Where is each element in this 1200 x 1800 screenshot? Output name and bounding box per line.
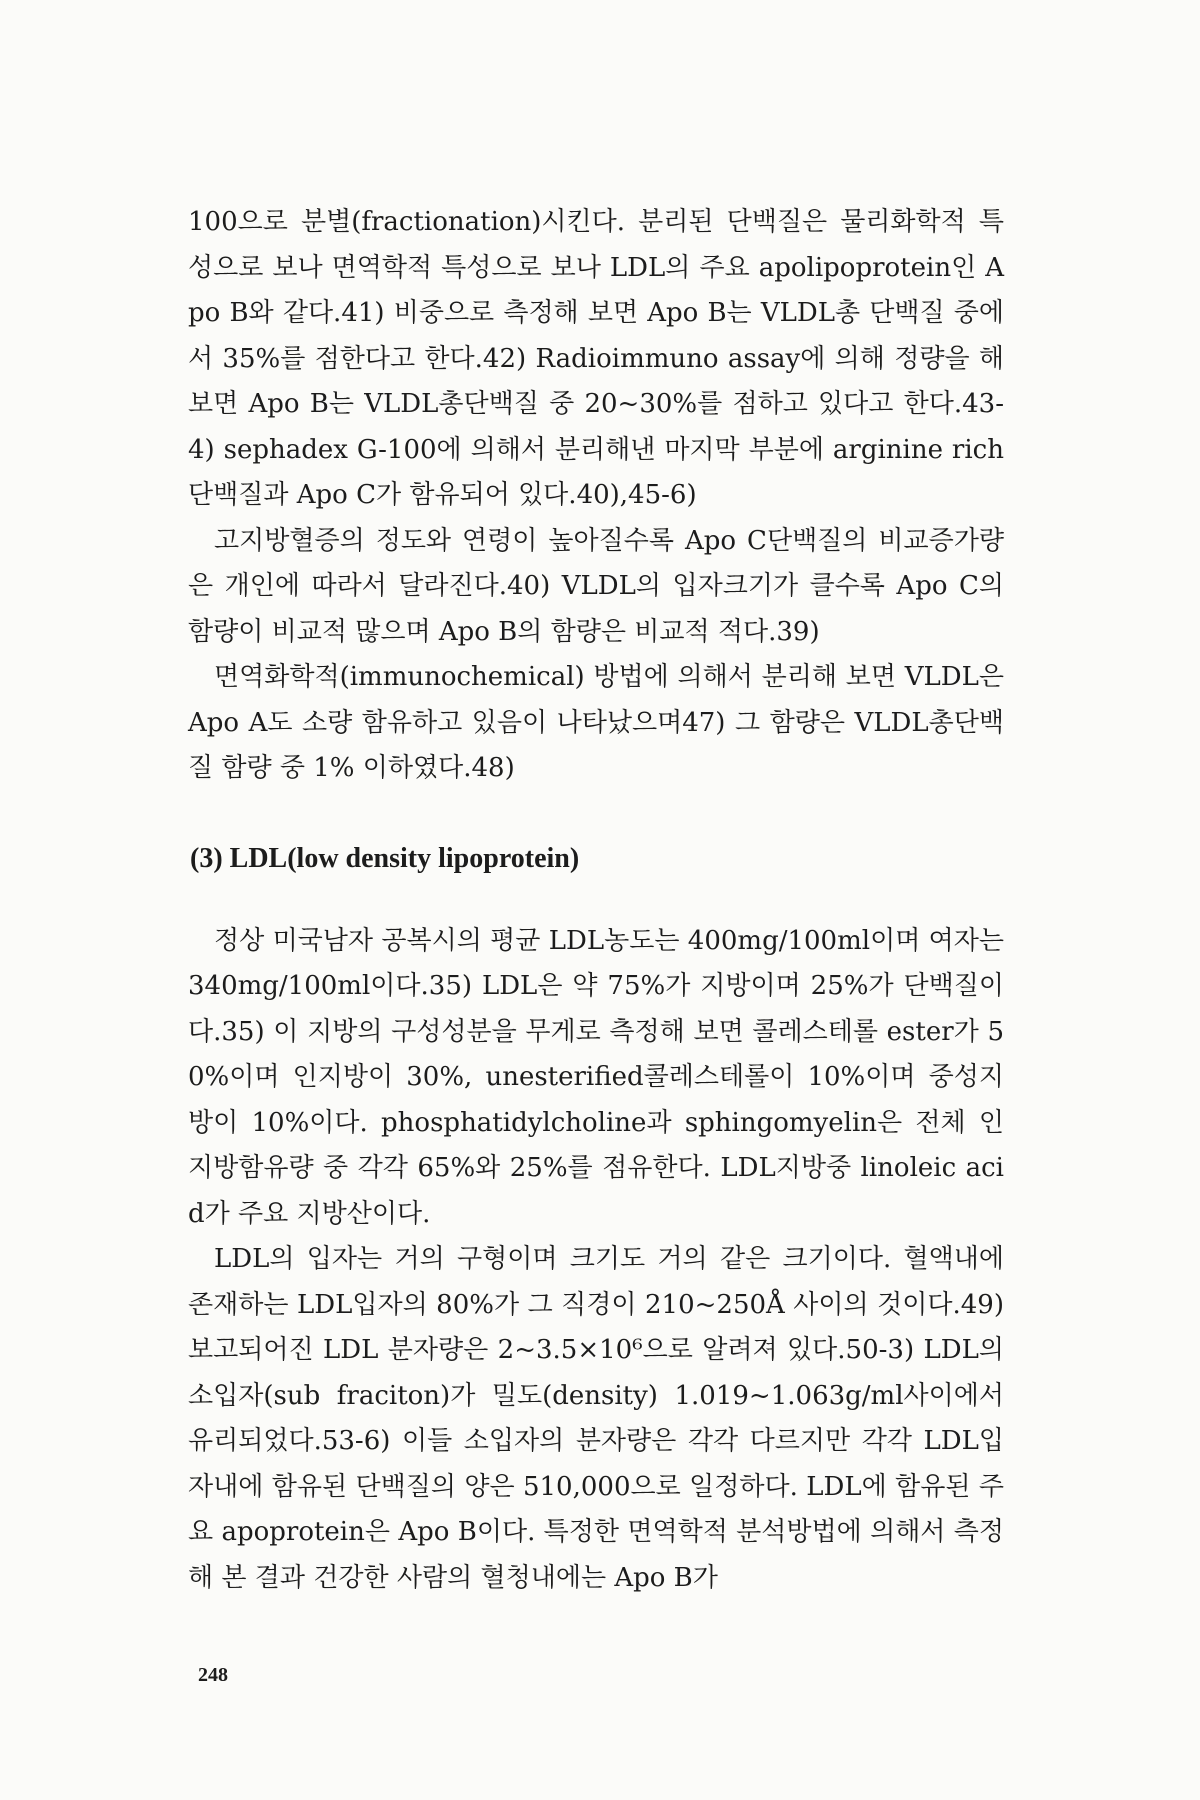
paragraph-immunochemical: 면역화학적(immunochemical) 방법에 의해서 분리해 보면 VLDL은 Apo A도 소량 함유하고 있음이 나타났으며47) 그 함량은 VLDL총단백질 함량 중 1% 이하였다.48): [188, 662, 1004, 783]
paragraph-ldl-particles: LDL의 입자는 거의 구형이며 크기도 거의 같은 크기이다. 혈액내에 존재하는 LDL입자의 80%가 그 직경이 210~250Å 사이의 것이다.49) 보고되어진 LDL 분자량은 2~3.5×10⁶으로 알려져 있다.50-3) LDL의 소입자(sub fraciton)가 밀도(density) 1.019~1.063g/ml사이에서 유리되었다.53-6) 이들 소입자의 분자량은 각각 다르지만 각각 LDL입자내에 함유된 단백질의 양은 510,000으로 일정하다. LDL에 함유된 주요 apoprotein은 Apo B이다. 특정한 면역학적 분석방법에 의해서 측정해 본 결과 건강한 사람의 혈청내에는 Apo B가: [188, 1244, 1004, 1593]
page-number: 248: [198, 1664, 228, 1686]
paragraph-apo-c: 고지방혈증의 정도와 연령이 높아질수록 Apo C단백질의 비교증가량은 개인에 따라서 달라진다.40) VLDL의 입자크기가 클수록 Apo C의 함량이 비교적 많으며 Apo B의 함량은 비교적 적다.39): [188, 525, 1004, 647]
paragraph-vldl-apo-b: 100으로 분별(fractionation)시킨다. 분리된 단백질은 물리화학적 특성으로 보나 면역학적 특성으로 보나 LDL의 주요 apolipoprotein인 Apo B와 같다.41) 비중으로 측정해 보면 Apo B는 VLDL총 단백질 중에서 35%를 점한다고 한다.42) Radioimmuno assay에 의해 정량을 해 보면 Apo B는 VLDL총단백질 중 20~30%를 점하고 있다고 한다.43-4) sephadex G-100에 의해서 분리해낸 마지막 부분에 arginine rich단백질과 Apo C가 함유되어 있다.40),45-6): [188, 207, 1004, 510]
section-heading-ldl: (3) LDL(low density lipoprotein): [190, 842, 580, 874]
paragraph-ldl-concentration: 정상 미국남자 공복시의 평균 LDL농도는 400mg/100ml이며 여자는 340mg/100ml이다.35) LDL은 약 75%가 지방이며 25%가 단백질이다.35) 이 지방의 구성성분을 무게로 측정해 보면 콜레스테롤 ester가 50%이며 인지방이 30%, unesterified콜레스테롤이 10%이며 중성지방이 10%이다. phosphatidylcholine과 sphingomyelin은 전체 인지방함유량 중 각각 65%와 25%를 점유한다. LDL지방중 linoleic acid가 주요 지방산이다.: [188, 925, 1004, 1229]
document-page: [188, 200, 1004, 1601]
